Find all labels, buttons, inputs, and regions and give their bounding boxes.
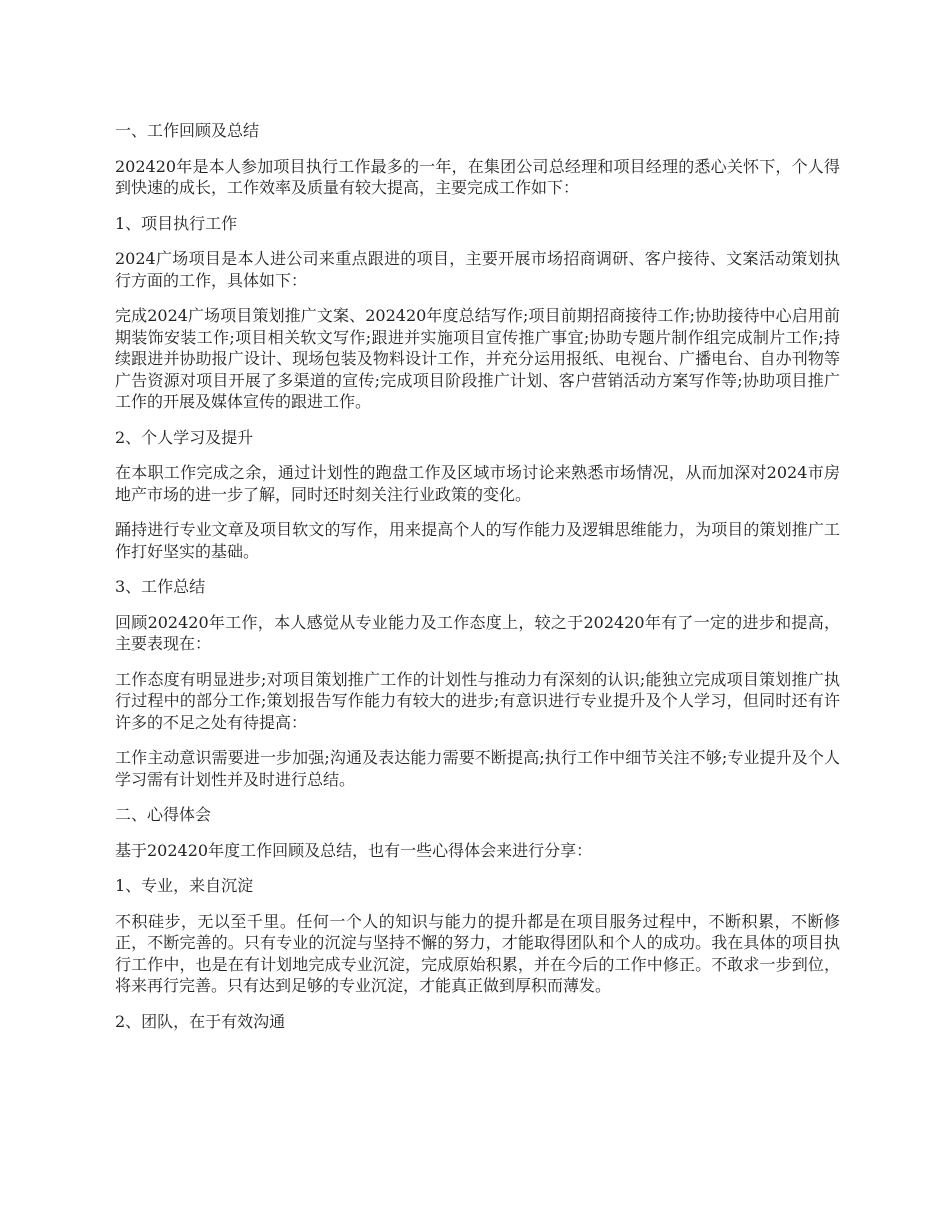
section-heading: 二、心得体会 — [115, 805, 212, 824]
body-paragraph: 工作主动意识需要进一步加强;沟通及表达能力需要不断提高;执行工作中细节关注不够;专业提升及个人学习需有计划性并及时进行总结。 — [115, 748, 840, 789]
subsection-heading: 1、专业，来自沉淀 — [115, 876, 254, 895]
subsection-heading: 2、团队，在于有效沟通 — [115, 1011, 286, 1031]
subsection-heading: 3、工作总结 — [115, 577, 206, 596]
body-paragraph: 完成2024广场项目策划推广文案、202420年度总结写作;项目前期招商接待工作;协助接待中心启用前期装饰安装工作;项目相关软文写作;跟进并实施项目宣传推广事宜;协助专题片制作组完成制片工作;持续跟进并协助报广设计、现场包装及物料设计工作，并充分运用报纸、电视台、广播电台、自办刊物等广告资源对项目开展了多渠道的宣传;完成项目阶段推广计划、客户营销活动方案写作等;协助项目推广工作的开展及媒体宣传的跟进工作。 — [115, 306, 840, 411]
body-paragraph: 回顾202420年工作，本人感觉从专业能力及工作态度上，较之于202420年有了一定的进步和提高，主要表现在： — [115, 612, 840, 653]
body-paragraph: 2024广场项目是本人进公司来重点跟进的项目，主要开展市场招商调研、客户接待、文案活动策划执行方面的工作，具体如下： — [115, 249, 840, 290]
document-page — [115, 120, 840, 1046]
section-heading: 一、工作回顾及总结 — [115, 121, 260, 140]
body-paragraph: 基于202420年度工作回顾及总结，也有一些心得体会来进行分享： — [115, 840, 593, 860]
body-paragraph: 在本职工作完成之余，通过计划性的跑盘工作及区域市场讨论来熟悉市场情况，从而加深对2024市房地产市场的进一步了解，同时还时刻关注行业政策的变化。 — [115, 463, 840, 504]
body-paragraph: 202420年是本人参加项目执行工作最多的一年，在集团公司总经理和项目经理的悉心关怀下，个人得到快速的成长，工作效率及质量有较大提高，主要完成工作如下： — [115, 156, 840, 197]
subsection-heading: 2、个人学习及提升 — [115, 427, 254, 447]
body-paragraph: 踊持进行专业文章及项目软文的写作，用来提高个人的写作能力及逻辑思维能力，为项目的策划推广工作打好坚实的基础。 — [115, 520, 840, 561]
body-paragraph: 工作态度有明显进步;对项目策划推广工作的计划性与推动力有深刻的认识;能独立完成项目策划推广执行过程中的部分工作;策划报告写作能力有较大的进步;有意识进行专业提升及个人学习，但同时还有许许多的不足之处有待提高： — [115, 669, 840, 732]
subsection-heading: 1、项目执行工作 — [115, 213, 238, 233]
body-paragraph: 不积硅步，无以至千里。任何一个人的知识与能力的提升都是在项目服务过程中，不断积累，不断修正，不断完善的。只有专业的沉淀与坚持不懈的努力，才能取得团队和个人的成功。我在具体的项目执行工作中，也是在有计划地完成专业沉淀，完成原始积累，并在今后的工作中修正。不敢求一步到位，将来再行完善。只有达到足够的专业沉淀，才能真正做到厚积而薄发。 — [115, 911, 840, 995]
